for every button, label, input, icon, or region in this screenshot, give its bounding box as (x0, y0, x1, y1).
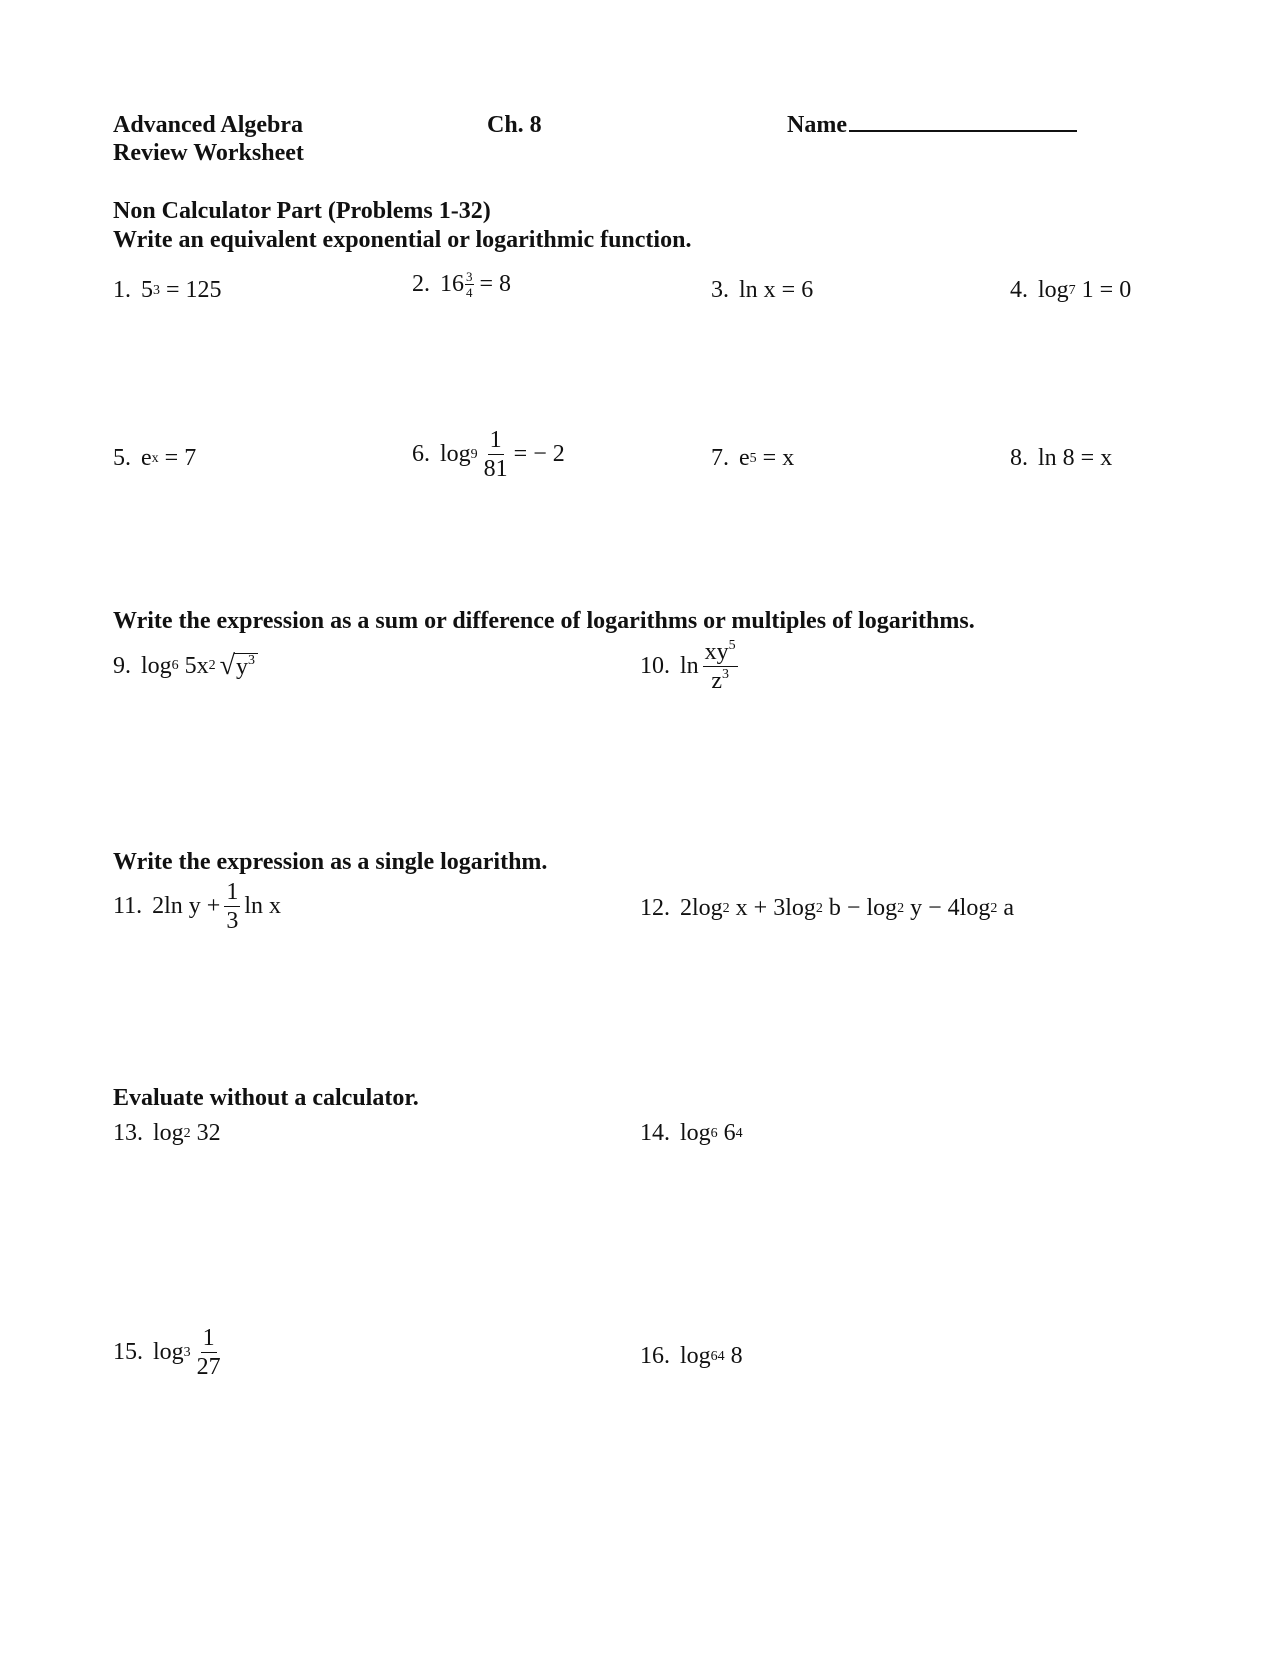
problem-6: 6. log 9 $\frac{1}{81}$ = − 2 (412, 427, 565, 482)
problem-16: 16. log 64 8 (640, 1343, 743, 1369)
problem-8: 8. ln 8 = x (1010, 445, 1113, 471)
problem-15: 15. log 3 $\frac{1}{27}$ (113, 1325, 221, 1380)
section-1-title: Non Calculator Part (Problems 1-32) (113, 198, 491, 224)
section-3-instruction: Write the expression as a single logarithm. (113, 849, 548, 875)
name-label: Name (787, 112, 847, 138)
problem-5: 5. e x = 7 (113, 445, 197, 471)
problem-7: 7. e 5 = x (711, 445, 795, 471)
section-4-instruction: Evaluate without a calculator. (113, 1085, 419, 1111)
radical-sign-icon: √ (219, 650, 236, 681)
problem-14: 14. log 6 6 4 (640, 1120, 743, 1146)
fraction: $\frac{1}{81}$ (483, 427, 508, 482)
problem-13: 13. log 2 32 (113, 1120, 221, 1146)
name-blank-line[interactable] (849, 112, 1077, 132)
problem-4: 4. log 7 1 = 0 (1010, 277, 1132, 303)
problem-12: 12. 2log 2 x + 3log 2 b − log 2 y − 4log 2 a (640, 895, 1014, 921)
problem-9: 9. log 6 5x 2 √ $y^3$ (113, 652, 258, 680)
section-2-instruction: Write the expression as a sum or difference of logarithms or multiples of logarithms. (113, 608, 975, 634)
square-root: √ $y^3$ (220, 652, 258, 680)
course-title: Advanced Algebra (113, 112, 304, 138)
name-field[interactable] (787, 112, 1077, 139)
fraction: $\frac{1}{27}$ (196, 1325, 221, 1380)
problem-10: 10. ln $\frac{xy^5}{z^3}$ (640, 638, 736, 694)
fraction: $\frac{xy^5}{z^3}$ (704, 638, 736, 694)
problem-2: 2. 16 3 4 = 8 (412, 269, 512, 300)
worksheet-subtitle: Review Worksheet (113, 140, 304, 166)
fraction: $\frac{1}{3}$ (226, 879, 239, 934)
chapter-label: Ch. 8 (487, 112, 542, 138)
section-1-instruction: Write an equivalent exponential or logarithmic function. (113, 227, 692, 253)
problem-11: 11. 2ln y + $\frac{1}{3}$ ln x (113, 879, 281, 934)
problem-3: 3. ln x = 6 (711, 277, 814, 303)
problem-1: 1. 5 3 = 125 (113, 277, 222, 303)
exponent-fraction: 3 4 (466, 269, 473, 300)
